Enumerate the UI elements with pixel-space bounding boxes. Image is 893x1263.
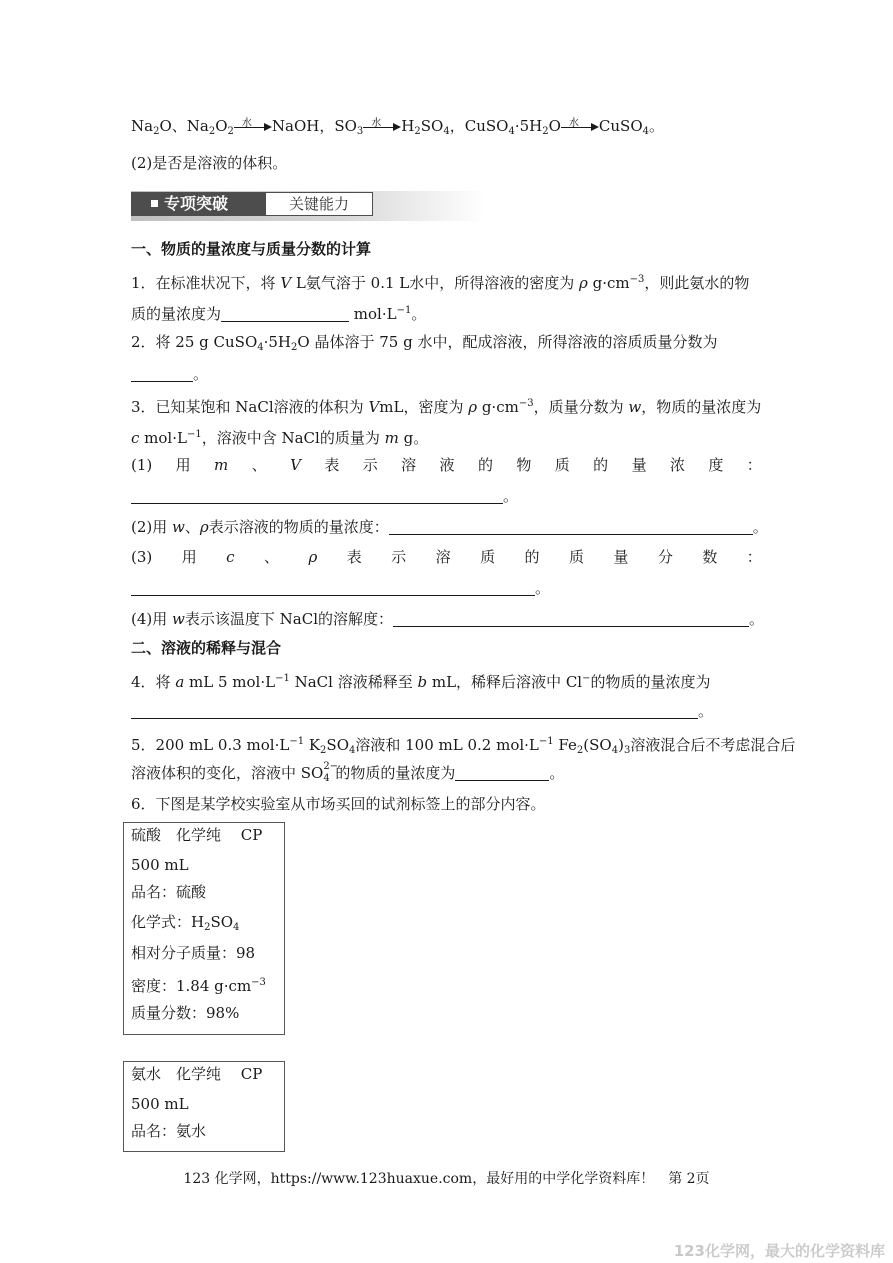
reaction-arrow: 水	[234, 116, 272, 136]
label-formula: 化学式：$H_2SO_4$	[131, 913, 240, 933]
question-1-line-2: 质的量浓度为 $mol\cdot L^{-1}$。	[131, 305, 427, 323]
label-density: 密度：1.84 $g\cdot cm^{-3}$	[131, 977, 266, 995]
question-4-answer: 。	[131, 701, 713, 721]
answer-blank[interactable]	[131, 703, 698, 719]
equation-line: $Na_2O$、$Na_2O_2$ 水 NaOH，$SO_3$ 水 $H_2SO_4$，$CuSO_4\cdot 5H_2O$ 水 CuSO$_4$。	[131, 117, 665, 137]
question-5: 5．200 mL 0.3 $mol\cdot L^{-1}$ $K_2SO_4$溶液和 100 mL 0.2 $mol\cdot L^{-1}$ $Fe_2(SO_4)_3$溶液混合后不考虑混合后	[131, 736, 796, 756]
question-3-3-answer: 。	[131, 578, 550, 598]
section-subtitle: 关键能力	[265, 192, 373, 216]
label-title: 硫酸 化学纯 CP	[131, 826, 263, 844]
question-3: 3．已知某饱和 NaCl溶液的体积为 VmL，密度为 ρ $g\cdot cm^{-3}$，质量分数为 w，物质的量浓度为	[131, 398, 762, 416]
heading-1: 一、物质的量浓度与质量分数的计算	[131, 240, 372, 258]
label-name: 品名：氨水	[131, 1122, 207, 1140]
reagent-label-ammonia	[123, 1061, 285, 1152]
question-2: 2．将 25 g $CuSO_4\cdot 5H_2O$ 晶体溶于 75 g 水中，配成溶液，所得溶液的溶质质量分数为	[131, 333, 718, 353]
label-molar-mass: 相对分子质量：98	[131, 944, 256, 962]
reaction-arrow: 水	[363, 116, 401, 136]
question-4: 4．将 a mL 5 $mol\cdot L^{-1}$ NaCl 溶液稀释至 b mL，稀释后溶液中 Cl−的物质的量浓度为	[131, 673, 711, 691]
reagent-label-sulfuric-acid	[123, 822, 285, 1035]
answer-blank[interactable]	[389, 519, 753, 535]
label-volume: 500 mL	[131, 1095, 189, 1113]
page-footer: 123 化学网，https://www.123huaxue.com，最好用的中学化学资料库！ 第 2页	[183, 1171, 710, 1187]
question-3-2: (2)用 w、ρ表示溶液的物质的量浓度： 。	[131, 518, 768, 536]
answer-blank[interactable]	[455, 765, 549, 781]
label-title: 氨水 化学纯 CP	[131, 1065, 263, 1083]
answer-blank[interactable]	[221, 306, 349, 322]
answer-blank[interactable]	[131, 488, 503, 504]
watermark: 123化学网，最大的化学资料库	[673, 1242, 885, 1260]
note-line: (2)是否是溶液的体积。	[131, 154, 288, 172]
question-2-line-2: 。	[131, 364, 208, 384]
label-name: 品名：硫酸	[131, 883, 207, 901]
question-3-line-2: c $mol\cdot L^{-1}$，溶液中含 NaCl的质量为 m g。	[131, 429, 429, 447]
question-1: 1．在标准状况下，将 V L氨气溶于 0.1 L水中，所得溶液的密度为 ρ $g\cdot cm^{-3}$，则此氨水的物	[131, 274, 750, 292]
question-5-line-2: 溶液体积的变化，溶液中 SO 2− 4 的物质的量浓度为 。	[131, 761, 565, 784]
question-6: 6．下图是某学校实验室从市场买回的试剂标签上的部分内容。	[131, 795, 546, 813]
question-3-4: (4)用 w表示该温度下 NaCl的溶解度： 。	[131, 610, 765, 628]
question-3-1: (1) 用 m 、 V 表 示 溶 液 的 物 质 的 量 浓 度 ：	[131, 456, 762, 474]
question-3-1-answer: 。	[131, 486, 518, 506]
label-volume: 500 mL	[131, 856, 189, 874]
answer-blank[interactable]	[131, 366, 193, 382]
heading-2: 二、溶液的稀释与混合	[131, 639, 282, 657]
label-mass-fraction: 质量分数：98%	[131, 1004, 240, 1022]
answer-blank[interactable]	[393, 611, 749, 627]
section-title: 专项突破	[131, 192, 265, 216]
question-3-3: (3) 用 c 、 ρ 表 示 溶 质 的 质 量 分 数 ：	[131, 548, 762, 566]
answer-blank[interactable]	[131, 580, 535, 596]
square-icon	[151, 200, 158, 207]
reaction-arrow: 水	[561, 116, 599, 136]
